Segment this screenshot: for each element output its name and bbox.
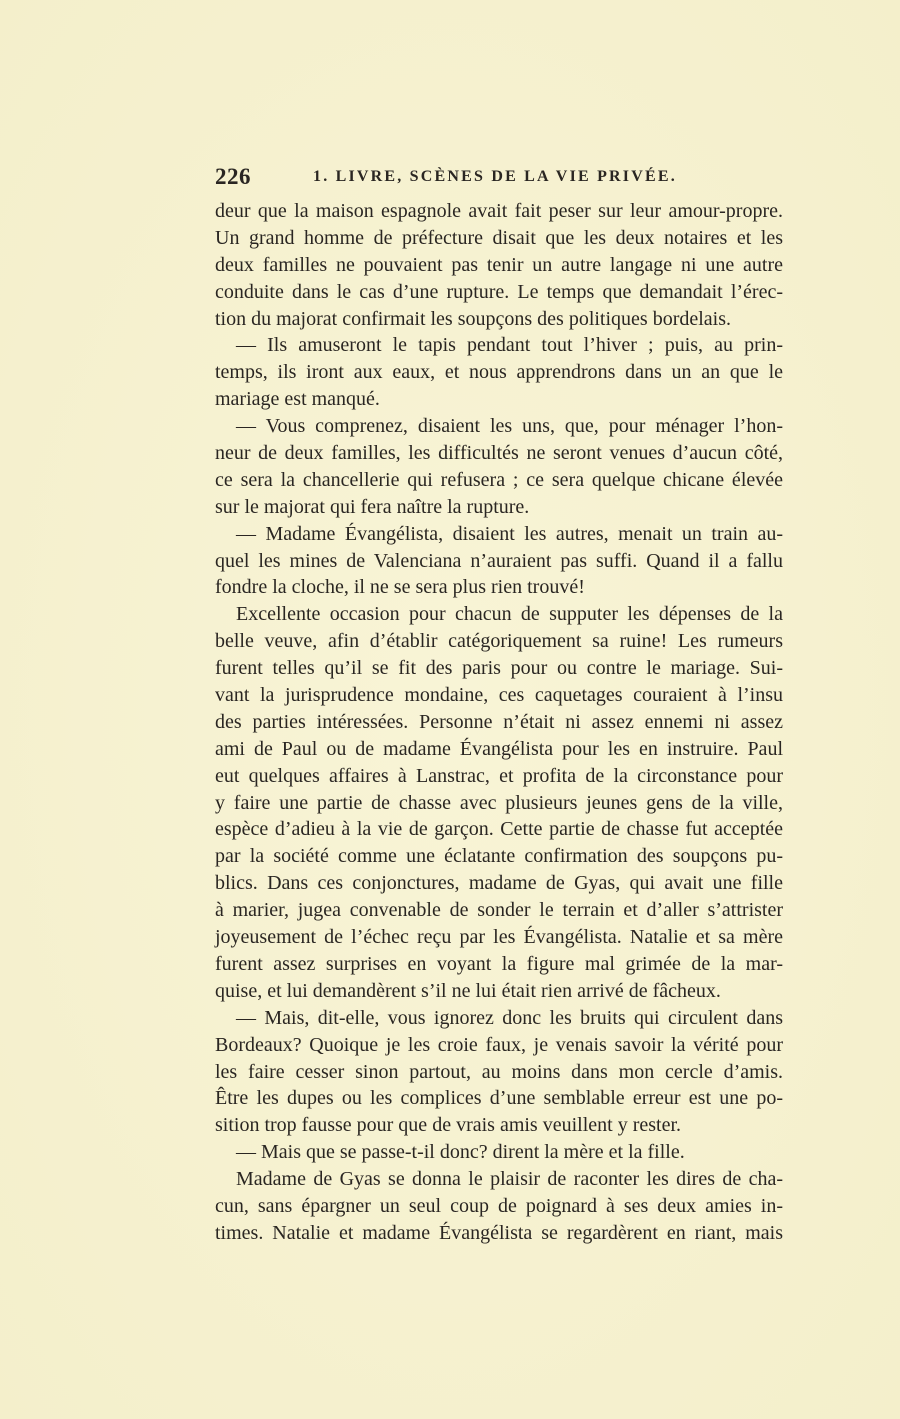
- text-line: — Ils amuseront le tapis pendant tout l’hiver ; puis, au prin-: [236, 334, 783, 357]
- text-line: par la société comme une éclatante confirmation des soupçons pu-: [215, 845, 783, 868]
- text-line: espèce d’adieu à la vie de garçon. Cette partie de chasse fut acceptée: [215, 818, 783, 841]
- paragraph: [215, 413, 783, 521]
- text-line: furent telles qu’il se fit des paris pour ou contre le mariage. Sui-: [215, 657, 783, 680]
- paragraph: [215, 521, 783, 602]
- text-line: Un grand homme de préfecture disait que les deux notaires et les: [215, 226, 783, 249]
- paragraph: [215, 1139, 783, 1166]
- text-line: Excellente occasion pour chacun de supputer les dépenses de la: [236, 603, 783, 626]
- paragraph: [215, 601, 783, 1004]
- text-line: conduite dans le cas d’une rupture. Le temps que demandait l’érec-: [215, 280, 783, 303]
- running-title: 1. LIVRE, SCÈNES DE LA VIE PRIVÉE.: [313, 168, 677, 185]
- text-line: vant la jurisprudence mondaine, ces caquetages couraient à l’insu: [215, 684, 783, 707]
- text-line: quel les mines de Valenciana n’auraient pas suffi. Quand il a fallu: [215, 549, 783, 572]
- text-line: belle veuve, afin d’établir catégoriquement sa ruine! Les rumeurs: [215, 630, 783, 653]
- text-line: à marier, jugea convenable de sonder le terrain et d’aller s’attrister: [215, 899, 783, 922]
- text-line: ami de Paul ou de madame Évangélista pour les en instruire. Paul: [215, 737, 783, 760]
- text-line: neur de deux familles, les difficultés ne seront venues d’aucun côté,: [215, 442, 783, 465]
- paragraph: [215, 1166, 783, 1247]
- text-line: — Vous comprenez, disaient les uns, que, pour ménager l’hon-: [236, 415, 783, 438]
- text-line: Être les dupes ou les complices d’une semblable erreur est une po-: [215, 1087, 783, 1110]
- text-line: joyeusement de l’échec reçu par les Évangélista. Natalie et sa mère: [215, 926, 783, 949]
- text-line: — Mais que se passe-t-il donc? dirent la mère et la fille.: [236, 1141, 685, 1164]
- text-line: deur que la maison espagnole avait fait peser sur leur amour-propre.: [215, 200, 783, 222]
- text-line: sition trop fausse pour que de vrais amis veuillent y rester.: [215, 1114, 682, 1137]
- text-line: temps, ils iront aux eaux, et nous apprendrons dans un an que le: [215, 361, 783, 384]
- text-line: — Mais, dit-elle, vous ignorez donc les bruits qui circulent dans: [236, 1006, 783, 1029]
- page-header: [215, 164, 785, 192]
- text-line: y faire une partie de chasse avec plusieurs jeunes gens de la ville,: [215, 791, 783, 814]
- text-line: — Madame Évangélista, disaient les autres, menait un train au-: [236, 522, 783, 545]
- text-line: blics. Dans ces conjonctures, madame de Gyas, qui avait une fille: [215, 872, 783, 895]
- text-line: des parties intéressées. Personne n’était ni assez ennemi ni assez: [215, 710, 783, 733]
- page-body-text: [215, 198, 783, 1247]
- text-line: quise, et lui demandèrent s’il ne lui était rien arrivé de fâcheux.: [215, 979, 721, 1002]
- text-line: furent assez surprises en voyant la figure mal grimée de la mar-: [215, 952, 783, 975]
- paragraph: [215, 332, 783, 413]
- text-line: mariage est manqué.: [215, 388, 380, 411]
- text-line: cun, sans épargner un seul coup de poignard à ses deux amies in-: [215, 1194, 783, 1217]
- text-line: fondre la cloche, il ne se sera plus rien trouvé!: [215, 576, 585, 599]
- text-line: sur le majorat qui fera naître la rupture.: [215, 495, 530, 518]
- text-line: ce sera la chancellerie qui refusera ; ce sera quelque chicane élevée: [215, 468, 783, 491]
- text-line: eut quelques affaires à Lanstrac, et profita de la circonstance pour: [215, 764, 783, 787]
- text-line: tion du majorat confirmait les soupçons des politiques bordelais.: [215, 307, 732, 330]
- text-line: les faire cesser sinon partout, au moins dans mon cercle d’amis.: [215, 1060, 783, 1083]
- page-number: 226: [215, 164, 251, 189]
- text-line: Bordeaux? Quoique je les croie faux, je venais savoir la vérité pour: [215, 1033, 783, 1056]
- text-line: Madame de Gyas se donna le plaisir de raconter les dires de cha-: [236, 1168, 783, 1191]
- text-line: deux familles ne pouvaient pas tenir un autre langage ni une autre: [215, 253, 783, 276]
- text-line: times. Natalie et madame Évangélista se regardèrent en riant, mais: [215, 1221, 783, 1244]
- paragraph: [215, 1005, 783, 1139]
- paragraph: [215, 198, 783, 332]
